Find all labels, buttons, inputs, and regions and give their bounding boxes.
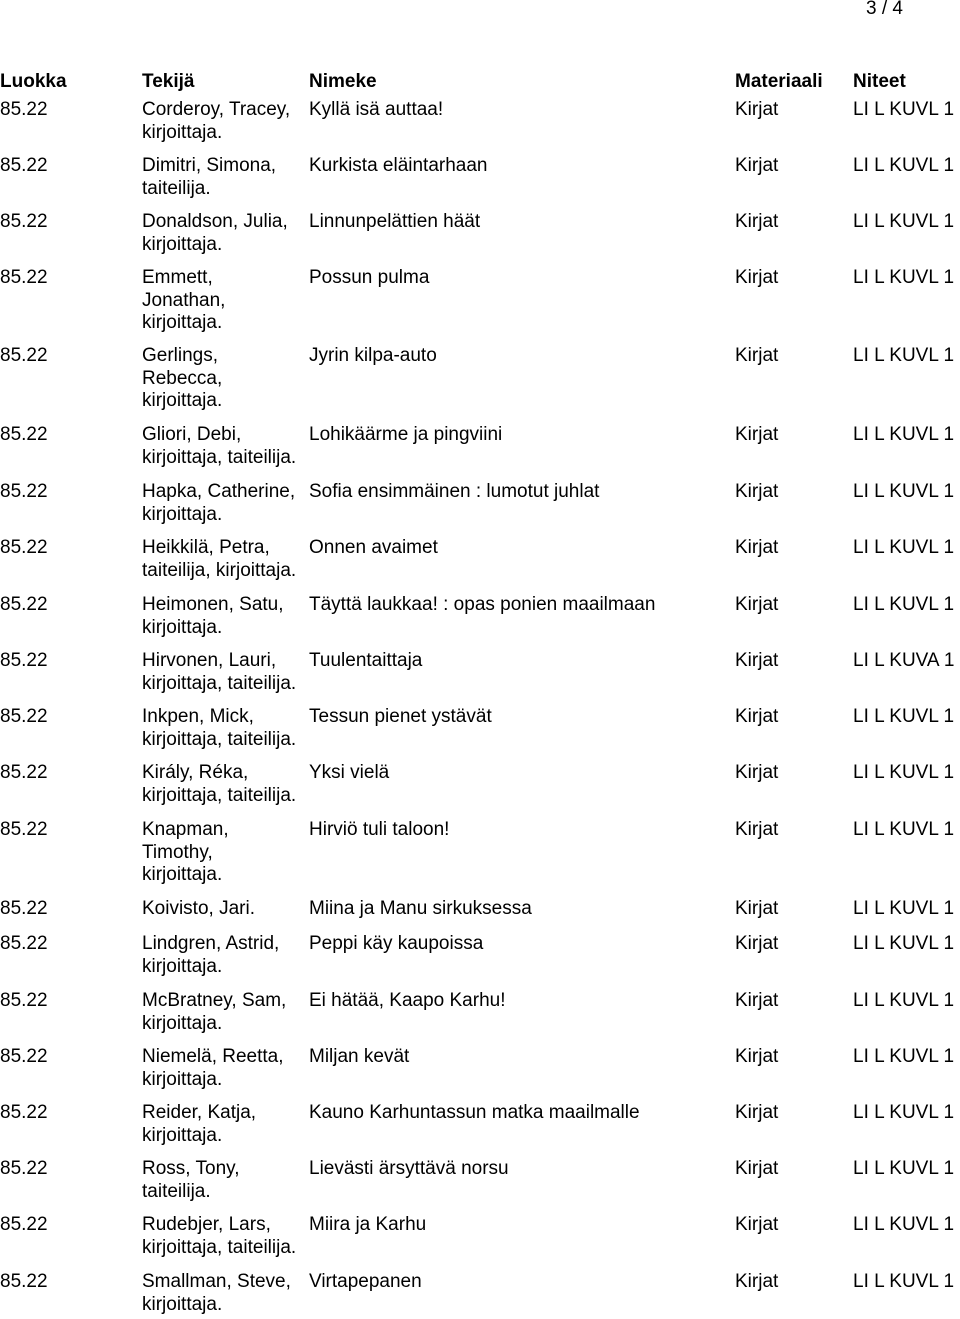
cell-nimeke: Miira ja Karhu	[309, 1214, 427, 1235]
page-number: 3 / 4	[866, 0, 903, 19]
author-line: Heimonen, Satu,	[142, 594, 284, 615]
cell-materiaali: Kirjat	[735, 424, 779, 445]
cell-materiaali: Kirjat	[735, 650, 779, 671]
author-line: kirjoittaja.	[142, 503, 223, 525]
cell-niteet: LI L KUVL 1	[853, 762, 955, 783]
cell-luokka: 85.22	[0, 898, 48, 919]
cell-nimeke: Tuulentaittaja	[309, 650, 423, 671]
cell-niteet: LI L KUVL 1	[853, 819, 955, 840]
cell-luokka: 85.22	[0, 933, 48, 954]
cell-niteet: LI L KUVL 1	[853, 481, 955, 502]
cell-nimeke: Ei hätää, Kaapo Karhu!	[309, 990, 506, 1011]
cell-niteet: LI L KUVL 1	[853, 99, 955, 120]
cell-nimeke: Hirviö tuli taloon!	[309, 819, 450, 840]
cell-luokka: 85.22	[0, 1102, 48, 1123]
author-line: Gliori, Debi,	[142, 424, 242, 445]
cell-materiaali: Kirjat	[735, 1102, 779, 1123]
author-line: Corderoy, Tracey,	[142, 99, 291, 120]
cell-luokka: 85.22	[0, 1158, 48, 1179]
cell-luokka: 85.22	[0, 1271, 48, 1292]
cell-nimeke: Kyllä isä auttaa!	[309, 99, 444, 120]
cell-tekija	[142, 481, 295, 526]
cell-tekija	[142, 1214, 296, 1259]
cell-materiaali: Kirjat	[735, 762, 779, 783]
author-line: kirjoittaja.	[142, 233, 223, 255]
header-nimeke: Nimeke	[309, 71, 377, 92]
author-line: kirjoittaja, taiteilija.	[142, 784, 297, 806]
cell-niteet: LI L KUVL 1	[853, 990, 955, 1011]
cell-materiaali: Kirjat	[735, 345, 779, 366]
cell-tekija	[142, 1158, 240, 1203]
cell-niteet: LI L KUVL 1	[853, 1046, 955, 1067]
cell-nimeke: Yksi vielä	[309, 762, 390, 783]
cell-tekija	[142, 706, 296, 751]
author-line: Lindgren, Astrid,	[142, 933, 280, 954]
author-line: kirjoittaja.	[142, 955, 223, 977]
author-line: Smallman, Steve,	[142, 1271, 291, 1292]
author-line: taiteilija.	[142, 177, 211, 199]
cell-materiaali: Kirjat	[735, 1271, 779, 1292]
cell-niteet: LI L KUVL 1	[853, 211, 955, 232]
cell-luokka: 85.22	[0, 155, 48, 176]
author-line: Király, Réka,	[142, 762, 249, 783]
cell-tekija	[142, 990, 286, 1035]
cell-nimeke: Kauno Karhuntassun matka maailmalle	[309, 1102, 640, 1123]
cell-nimeke: Virtapepanen	[309, 1271, 422, 1292]
cell-nimeke: Possun pulma	[309, 267, 430, 288]
cell-luokka: 85.22	[0, 537, 48, 558]
cell-nimeke: Onnen avaimet	[309, 537, 438, 558]
cell-niteet: LI L KUVL 1	[853, 1214, 955, 1235]
cell-materiaali: Kirjat	[735, 267, 779, 288]
author-line: Knapman,	[142, 819, 229, 840]
author-line: taiteilija.	[142, 1180, 211, 1202]
author-line: kirjoittaja.	[142, 1124, 223, 1146]
author-line: taiteilija, kirjoittaja.	[142, 559, 297, 581]
cell-tekija	[142, 1271, 291, 1316]
header-niteet: Niteet	[853, 71, 906, 92]
cell-niteet: LI L KUVL 1	[853, 537, 955, 558]
author-line: kirjoittaja.	[142, 312, 223, 333]
cell-materiaali: Kirjat	[735, 933, 779, 954]
cell-tekija	[142, 1046, 284, 1091]
cell-materiaali: Kirjat	[735, 1214, 779, 1235]
cell-nimeke: Miljan kevät	[309, 1046, 410, 1067]
cell-materiaali: Kirjat	[735, 155, 779, 176]
cell-luokka: 85.22	[0, 211, 48, 232]
cell-tekija	[142, 1102, 256, 1147]
cell-materiaali: Kirjat	[735, 1158, 779, 1179]
cell-materiaali: Kirjat	[735, 537, 779, 558]
author-line: Rudebjer, Lars,	[142, 1214, 271, 1235]
author-line: Rebecca,	[142, 367, 223, 389]
cell-niteet: LI L KUVL 1	[853, 1158, 955, 1179]
cell-tekija	[142, 155, 276, 200]
cell-materiaali: Kirjat	[735, 481, 779, 502]
cell-materiaali: Kirjat	[735, 819, 779, 840]
cell-materiaali: Kirjat	[735, 898, 779, 919]
cell-luokka: 85.22	[0, 424, 48, 445]
author-line: kirjoittaja, taiteilija.	[142, 1236, 297, 1258]
author-line: McBratney, Sam,	[142, 990, 287, 1011]
cell-nimeke: Tessun pienet ystävät	[309, 706, 492, 727]
cell-nimeke: Linnunpelättien häät	[309, 211, 481, 232]
author-line: kirjoittaja, taiteilija.	[142, 672, 297, 694]
header-tekija: Tekijä	[142, 71, 195, 92]
cell-nimeke: Sofia ensimmäinen : lumotut juhlat	[309, 481, 600, 502]
cell-tekija	[142, 537, 296, 582]
cell-niteet: LI L KUVL 1	[853, 345, 955, 366]
cell-tekija	[142, 211, 288, 256]
cell-luokka: 85.22	[0, 99, 48, 120]
author-line: kirjoittaja, taiteilija.	[142, 728, 297, 750]
cell-luokka: 85.22	[0, 481, 48, 502]
author-line: Gerlings,	[142, 345, 219, 366]
cell-nimeke: Lohikäärme ja pingviini	[309, 424, 503, 445]
author-line: kirjoittaja.	[142, 616, 223, 638]
cell-tekija	[142, 424, 296, 469]
author-line: Heikkilä, Petra,	[142, 537, 270, 558]
cell-nimeke: Täyttä laukkaa! : opas ponien maailmaan	[309, 594, 656, 615]
author-line: Inkpen, Mick,	[142, 706, 254, 727]
cell-niteet: LI L KUVA 1	[853, 650, 955, 671]
cell-luokka: 85.22	[0, 990, 48, 1011]
author-line: Niemelä, Reetta,	[142, 1046, 284, 1067]
author-line: Donaldson, Julia,	[142, 211, 288, 232]
author-line: kirjoittaja.	[142, 1012, 223, 1034]
header-luokka: Luokka	[0, 71, 67, 92]
cell-tekija	[142, 819, 229, 887]
author-line: Dimitri, Simona,	[142, 155, 277, 176]
author-line: Koivisto, Jari.	[142, 898, 255, 919]
cell-luokka: 85.22	[0, 594, 48, 615]
header-materiaali: Materiaali	[735, 71, 823, 92]
cell-materiaali: Kirjat	[735, 1046, 779, 1067]
cell-materiaali: Kirjat	[735, 211, 779, 232]
cell-tekija	[142, 345, 222, 413]
cell-luokka: 85.22	[0, 819, 48, 840]
cell-tekija	[142, 594, 284, 639]
table-header	[0, 71, 960, 93]
cell-niteet: LI L KUVL 1	[853, 1271, 955, 1292]
author-line: Reider, Katja,	[142, 1102, 257, 1123]
cell-tekija	[142, 762, 296, 807]
cell-niteet: LI L KUVL 1	[853, 267, 955, 288]
author-line: Ross, Tony,	[142, 1158, 240, 1179]
author-line: Jonathan,	[142, 289, 226, 311]
author-line: Timothy,	[142, 841, 213, 863]
author-line: kirjoittaja.	[142, 390, 223, 411]
cell-nimeke: Jyrin kilpa-auto	[309, 345, 437, 366]
cell-luokka: 85.22	[0, 1046, 48, 1067]
cell-niteet: LI L KUVL 1	[853, 898, 955, 919]
cell-niteet: LI L KUVL 1	[853, 424, 955, 445]
cell-tekija	[142, 898, 255, 921]
cell-niteet: LI L KUVL 1	[853, 155, 955, 176]
cell-luokka: 85.22	[0, 650, 48, 671]
cell-tekija	[142, 650, 296, 695]
cell-nimeke: Peppi käy kaupoissa	[309, 933, 484, 954]
cell-nimeke: Lievästi ärsyttävä norsu	[309, 1158, 509, 1179]
author-line: kirjoittaja.	[142, 864, 223, 885]
cell-niteet: LI L KUVL 1	[853, 594, 955, 615]
cell-materiaali: Kirjat	[735, 706, 779, 727]
cell-luokka: 85.22	[0, 706, 48, 727]
cell-tekija	[142, 99, 290, 144]
author-line: Hapka, Catherine,	[142, 481, 296, 502]
cell-materiaali: Kirjat	[735, 990, 779, 1011]
cell-materiaali: Kirjat	[735, 99, 779, 120]
cell-nimeke: Miina ja Manu sirkuksessa	[309, 898, 532, 919]
cell-tekija	[142, 267, 225, 335]
cell-luokka: 85.22	[0, 345, 48, 366]
cell-materiaali: Kirjat	[735, 594, 779, 615]
cell-niteet: LI L KUVL 1	[853, 1102, 955, 1123]
cell-niteet: LI L KUVL 1	[853, 933, 955, 954]
author-line: kirjoittaja.	[142, 1293, 223, 1315]
author-line: kirjoittaja, taiteilija.	[142, 446, 297, 468]
cell-niteet: LI L KUVL 1	[853, 706, 955, 727]
author-line: Hirvonen, Lauri,	[142, 650, 277, 671]
cell-luokka: 85.22	[0, 762, 48, 783]
author-line: kirjoittaja.	[142, 121, 223, 143]
cell-tekija	[142, 933, 279, 978]
cell-nimeke: Kurkista eläintarhaan	[309, 155, 488, 176]
cell-luokka: 85.22	[0, 1214, 48, 1235]
author-line: Emmett,	[142, 267, 213, 288]
author-line: kirjoittaja.	[142, 1068, 223, 1090]
cell-luokka: 85.22	[0, 267, 48, 288]
